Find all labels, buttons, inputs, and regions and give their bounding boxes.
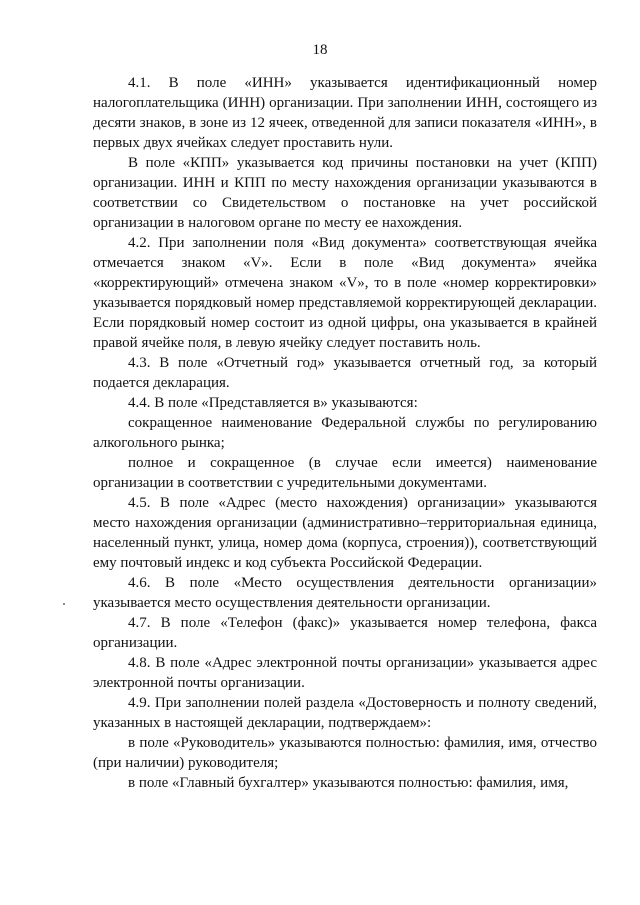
paragraph-4-9-item-1: в поле «Руководитель» указываются полностью: фамилия, имя, отчество (при наличии) руководителя; [93,735,597,771]
document-body [93,73,597,793]
paragraph-4-9-item-2: в поле «Главный бухгалтер» указываются полностью: фамилия, имя, [128,775,569,791]
paragraph-4-4-item-1: сокращенное наименование Федеральной службы по регулированию алкогольного рынка; [93,415,597,451]
paragraph-4-8: 4.8. В поле «Адрес электронной почты организации» указывается адрес электронной почты организации. [93,655,597,691]
paragraph-4-1: 4.1. В поле «ИНН» указывается идентификационный номер налогоплательщика (ИНН) организации. При заполнении ИНН, состоящего из десяти знаков, в зоне из 12 ячеек, отведенной для записи показателя «ИНН», в первых двух ячейках следует проставить нули. [93,75,597,151]
paragraph-4-5: 4.5. В поле «Адрес (место нахождения) организации» указываются место нахождения организации (административно–территориальная единица, населенный пункт, улица, номер дома (корпуса, строения)), соответствующий ему почтовый индекс и код субъекта Российской Федерации. [93,495,597,571]
paragraph-kpp: В поле «КПП» указывается код причины постановки на учет (КПП) организации. ИНН и КПП по месту нахождения организации указываются в соответствии со Свидетельством о постановке на учет российской организации в налоговом органе по месту ее нахождения. [93,155,597,231]
paragraph-4-6: 4.6. В поле «Место осуществления деятельности организации» указывается место осуществления деятельности организации. [93,575,597,611]
paragraph-4-4-item-2: полное и сокращенное (в случае если имеется) наименование организации в соответствии с учредительными документами. [93,455,597,491]
scan-speck [63,603,65,605]
paragraph-4-2: 4.2. При заполнении поля «Вид документа» соответствующая ячейка отмечается знаком «V». Если в поле «Вид документа» ячейка «корректирующий» отмечена знаком «V», то в поле «номер корректировки» указывается порядковый номер представляемой корректирующей декларации. Если порядковый номер состоит из одной цифры, она указывается в крайней правой ячейке поля, в левую ячейку следует поставить ноль. [93,235,597,351]
paragraph-4-4: 4.4. В поле «Представляется в» указываются: [128,395,418,411]
paragraph-4-3: 4.3. В поле «Отчетный год» указывается отчетный год, за который подается декларация. [93,355,597,391]
page-number: 18 [312,42,328,58]
paragraph-4-7: 4.7. В поле «Телефон (факс)» указывается номер телефона, факса организации. [93,615,597,651]
paragraph-4-9: 4.9. При заполнении полей раздела «Достоверность и полноту сведений, указанных в настоящей декларации, подтверждаем»: [93,695,597,731]
